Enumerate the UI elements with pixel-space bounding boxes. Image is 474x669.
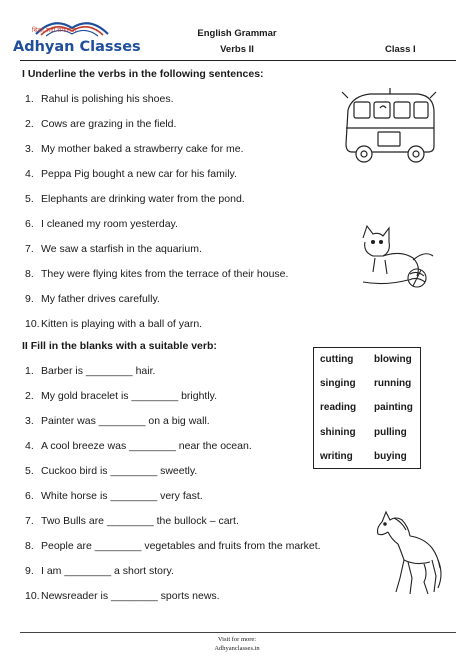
word-bank-item: painting (374, 402, 413, 413)
footer-divider (20, 632, 456, 633)
list-item: 2. My gold bracelet is ________ brightly. (25, 390, 218, 402)
list-item: 5. Elephants are drinking water from the pond. (25, 193, 245, 205)
word-bank-box (313, 347, 421, 469)
word-bank-item: reading (320, 402, 357, 413)
word-bank-item: running (374, 378, 412, 389)
word-bank-item: buying (374, 451, 407, 462)
logo-tagline: शिक्षा सदा सफलता (32, 28, 77, 34)
list-item: 2. Cows are grazing in the field. (25, 118, 177, 130)
horse-illustration (372, 508, 444, 598)
list-item: 10.Kitten is playing with a ball of yarn. (25, 318, 203, 330)
class-label: Class I (385, 44, 416, 55)
list-item: 1. Barber is ________ hair. (25, 365, 156, 377)
word-bank-item: shining (320, 427, 356, 438)
bus-illustration (340, 88, 440, 168)
list-item: 6. White horse is ________ very fast. (25, 490, 203, 502)
list-item: 1. Rahul is polishing his shoes. (25, 93, 174, 105)
list-item: 3. Painter was ________ on a big wall. (25, 415, 210, 427)
list-item: 4. Peppa Pig bought a new car for his family. (25, 168, 237, 180)
list-item: 9. My father drives carefully. (25, 293, 160, 305)
footer-visit-label: Visit for more: (217, 636, 257, 643)
list-item: 8. They were flying kites from the terrace of their house. (25, 268, 289, 280)
worksheet-topic: Verbs II (220, 44, 254, 55)
section2-title: II Fill in the blanks with a suitable verb: (22, 340, 217, 352)
list-item: 7. Two Bulls are ________ the bullock – cart. (25, 515, 239, 527)
word-bank-item: blowing (374, 354, 412, 365)
list-item: 4. A cool breeze was ________ near the ocean. (25, 440, 252, 452)
list-item: 7. We saw a starfish in the aquarium. (25, 243, 202, 255)
list-item: 6. I cleaned my room yesterday. (25, 218, 178, 230)
list-item: 9. I am ________ a short story. (25, 565, 174, 577)
word-bank-item: cutting (320, 354, 354, 365)
header-divider (20, 60, 456, 61)
worksheet-subject: English Grammar (197, 28, 277, 39)
list-item: 10.Newsreader is ________ sports news. (25, 590, 220, 602)
word-bank-item: pulling (374, 427, 407, 438)
footer-site-link[interactable]: Adhyanclasses.in (214, 645, 260, 652)
section1-title: I Underline the verbs in the following sentences: (22, 68, 264, 80)
word-bank-item: singing (320, 378, 356, 389)
list-item: 8. People are ________ vegetables and fruits from the market. (25, 540, 321, 552)
word-bank-item: writing (320, 451, 353, 462)
logo-name: Adhyan Classes (13, 39, 141, 55)
kitten-illustration (355, 220, 445, 290)
list-item: 3. My mother baked a strawberry cake for me. (25, 143, 244, 155)
list-item: 5. Cuckoo bird is ________ sweetly. (25, 465, 198, 477)
